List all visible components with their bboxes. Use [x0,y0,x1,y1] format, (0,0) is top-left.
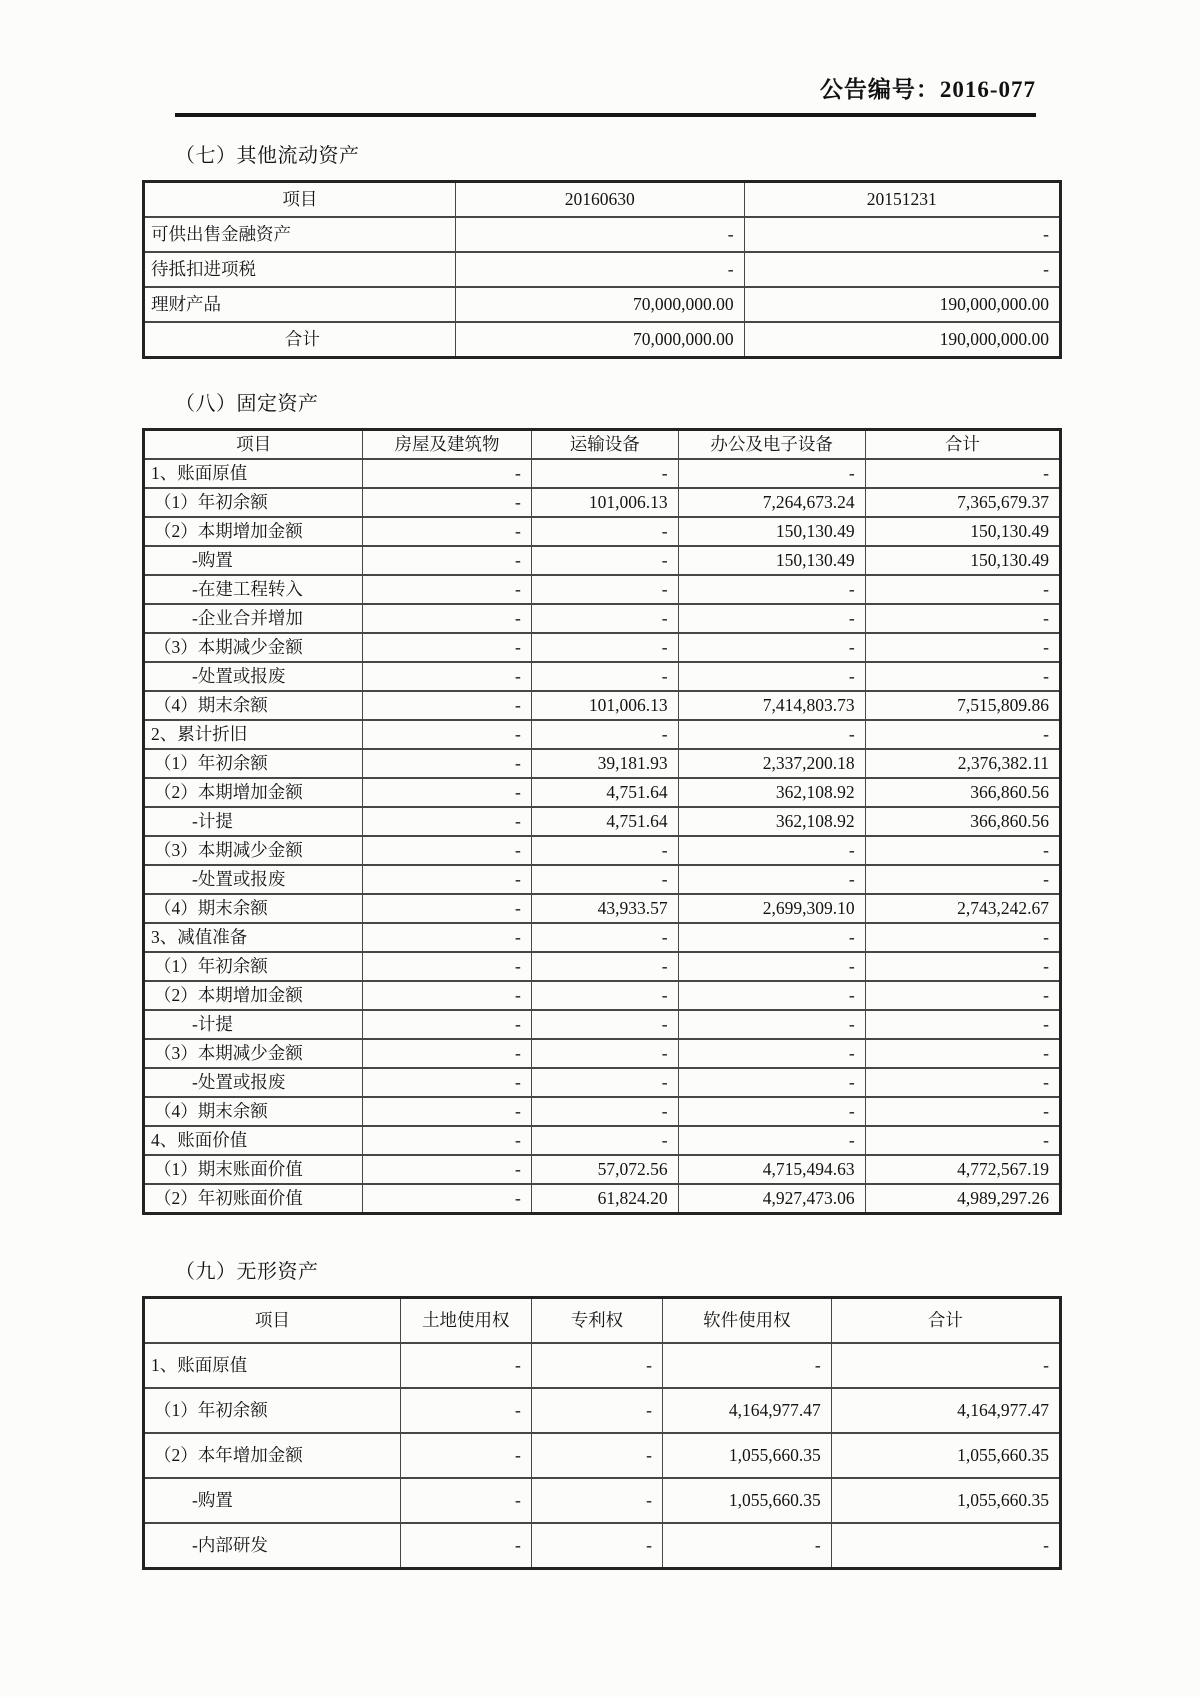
table-row [144,1343,1061,1388]
value-cell: 2,743,242.67 [865,894,1060,923]
table-row [144,981,1061,1010]
value-cell: 2,699,309.10 [678,894,865,923]
value-cell: 1,055,660.35 [831,1478,1060,1523]
value-cell: 1,055,660.35 [663,1478,832,1523]
value-cell: 362,108.92 [678,778,865,807]
value-cell: - [865,923,1060,952]
row-label-cell: -企业合并增加 [144,604,363,633]
value-cell: 7,414,803.73 [678,691,865,720]
value-cell: - [531,720,678,749]
row-label-cell: （1）年初余额 [144,1388,401,1433]
value-cell: 4,751.64 [531,778,678,807]
table-row [144,1184,1061,1214]
value-cell: - [363,1010,532,1039]
value-cell: - [531,1068,678,1097]
table-row [144,662,1061,691]
value-cell: 190,000,000.00 [744,287,1060,322]
table-header-cell: 办公及电子设备 [678,430,865,460]
table-row [144,923,1061,952]
row-label-cell: （4）期末余额 [144,691,363,720]
table-header-cell: 合计 [865,430,1060,460]
table-header-cell: 20151231 [744,182,1060,218]
section-intangible-assets [142,1259,1062,1570]
section-other-current-assets [142,143,1062,359]
value-cell: 4,751.64 [531,807,678,836]
value-cell: - [865,633,1060,662]
table-row [144,287,1061,322]
value-cell: 150,130.49 [865,546,1060,575]
value-cell: - [831,1523,1060,1569]
value-cell: 101,006.13 [531,488,678,517]
value-cell: - [400,1523,531,1569]
value-cell: 39,181.93 [531,749,678,778]
value-cell: - [363,836,532,865]
value-cell: 57,072.56 [531,1155,678,1184]
doc-header [175,0,1036,117]
row-label-cell: （2）本期增加金额 [144,778,363,807]
value-cell: - [531,1523,662,1569]
value-cell: 4,989,297.26 [865,1184,1060,1214]
value-cell: - [831,1343,1060,1388]
value-cell: - [363,604,532,633]
row-label-cell: （3）本期减少金额 [144,633,363,662]
value-cell: - [865,1126,1060,1155]
value-cell: - [531,836,678,865]
value-cell: - [678,575,865,604]
value-cell: - [531,1388,662,1433]
value-cell: - [865,459,1060,488]
value-cell: - [363,894,532,923]
row-label-cell: （1）年初余额 [144,488,363,517]
table-row [144,217,1061,252]
value-cell: - [531,662,678,691]
announcement-number: 公告编号：2016-077 [819,77,1036,102]
row-label-cell: -处置或报废 [144,1068,363,1097]
table-row [144,1388,1061,1433]
value-cell: 43,933.57 [531,894,678,923]
value-cell: - [363,1126,532,1155]
row-label-cell: -内部研发 [144,1523,401,1569]
value-cell: 362,108.92 [678,807,865,836]
value-cell: - [363,981,532,1010]
value-cell: 7,264,673.24 [678,488,865,517]
row-label-cell: 1、账面原值 [144,1343,401,1388]
value-cell: 1,055,660.35 [663,1433,832,1478]
value-cell: 4,715,494.63 [678,1155,865,1184]
value-cell: - [531,517,678,546]
table-header-cell: 土地使用权 [400,1298,531,1344]
table-row [144,1523,1061,1569]
value-cell: - [363,517,532,546]
value-cell: - [363,1068,532,1097]
value-cell: - [663,1523,832,1569]
value-cell: - [865,981,1060,1010]
value-cell: - [363,1039,532,1068]
table-row [144,1039,1061,1068]
table-header-row [144,182,1061,218]
row-label-cell: （2）本期增加金额 [144,981,363,1010]
value-cell: - [678,662,865,691]
row-label-cell: （4）期末余额 [144,1097,363,1126]
value-cell: 7,365,679.37 [865,488,1060,517]
table-header-cell: 运输设备 [531,430,678,460]
table-row [144,749,1061,778]
value-cell: 4,164,977.47 [663,1388,832,1433]
table-row [144,1433,1061,1478]
value-cell: - [363,1155,532,1184]
value-cell: - [678,981,865,1010]
row-label-cell: -计提 [144,807,363,836]
row-label-cell: （2）本期增加金额 [144,517,363,546]
value-cell: - [531,1097,678,1126]
row-label-cell: （1）期末账面价值 [144,1155,363,1184]
value-cell: 70,000,000.00 [455,287,744,322]
value-cell: - [531,459,678,488]
value-cell: - [865,662,1060,691]
value-cell: - [531,546,678,575]
table-row [144,778,1061,807]
value-cell: - [400,1478,531,1523]
value-cell: - [678,1039,865,1068]
value-cell: - [531,1126,678,1155]
row-label-cell: -在建工程转入 [144,575,363,604]
value-cell: 2,337,200.18 [678,749,865,778]
value-cell: 101,006.13 [531,691,678,720]
row-label-cell: （2）本年增加金额 [144,1433,401,1478]
value-cell: - [455,252,744,287]
value-cell: - [678,459,865,488]
table-row [144,865,1061,894]
value-cell: - [865,575,1060,604]
value-cell: - [865,604,1060,633]
value-cell: - [865,1010,1060,1039]
row-label-cell: （2）年初账面价值 [144,1184,363,1214]
row-label-cell: 3、减值准备 [144,923,363,952]
value-cell: - [400,1388,531,1433]
row-label-cell: （1）年初余额 [144,952,363,981]
value-cell: - [531,1433,662,1478]
table-row [144,1478,1061,1523]
value-cell: 366,860.56 [865,807,1060,836]
value-cell: 150,130.49 [678,517,865,546]
table-row [144,575,1061,604]
table-row [144,1097,1061,1126]
table-row [144,807,1061,836]
row-label-cell: 2、累计折旧 [144,720,363,749]
table-row [144,894,1061,923]
value-cell: 61,824.20 [531,1184,678,1214]
row-label-cell: -处置或报废 [144,865,363,894]
intangible-assets-table [142,1296,1062,1570]
value-cell: - [531,952,678,981]
value-cell: - [678,1126,865,1155]
value-cell: - [678,1097,865,1126]
row-label-cell: 1、账面原值 [144,459,363,488]
table-row [144,1010,1061,1039]
value-cell: - [531,1010,678,1039]
value-cell: 150,130.49 [865,517,1060,546]
table-row [144,1126,1061,1155]
value-cell: 2,376,382.11 [865,749,1060,778]
value-cell: - [363,633,532,662]
table-header-cell: 合计 [831,1298,1060,1344]
value-cell: - [363,952,532,981]
value-cell: - [363,865,532,894]
value-cell: - [678,604,865,633]
section-title: （七）其他流动资产 [175,145,360,167]
value-cell: - [678,923,865,952]
value-cell: - [678,952,865,981]
table-header-row [144,430,1061,460]
value-cell: - [363,1184,532,1214]
table-header-cell: 20160630 [455,182,744,218]
table-row [144,488,1061,517]
table-row [144,546,1061,575]
table-header-cell: 房屋及建筑物 [363,430,532,460]
value-cell: - [363,691,532,720]
value-cell: 190,000,000.00 [744,322,1060,358]
row-label-cell: 理财产品 [144,287,456,322]
row-label-cell: （1）年初余额 [144,749,363,778]
value-cell: - [531,1478,662,1523]
table-row [144,252,1061,287]
table-row [144,720,1061,749]
value-cell: 70,000,000.00 [455,322,744,358]
table-header-cell: 项目 [144,1298,401,1344]
value-cell: - [363,923,532,952]
value-cell: - [363,720,532,749]
value-cell: - [678,1010,865,1039]
row-label-cell: 合计 [144,322,456,358]
value-cell: - [531,1343,662,1388]
value-cell: - [663,1343,832,1388]
table-row [144,1155,1061,1184]
value-cell: - [531,923,678,952]
value-cell: - [678,865,865,894]
value-cell: - [678,633,865,662]
table-row [144,517,1061,546]
value-cell: - [531,865,678,894]
row-label-cell: -购置 [144,1478,401,1523]
header-rule [175,113,1036,117]
row-label-cell: （3）本期减少金额 [144,836,363,865]
value-cell: - [400,1433,531,1478]
value-cell: - [678,836,865,865]
value-cell: 4,927,473.06 [678,1184,865,1214]
row-label-cell: -处置或报废 [144,662,363,691]
row-label-cell: 4、账面价值 [144,1126,363,1155]
row-label-cell: -计提 [144,1010,363,1039]
table-header-cell: 项目 [144,430,363,460]
value-cell: - [455,217,744,252]
table-row [144,952,1061,981]
table-row [144,1068,1061,1097]
value-cell: - [865,1068,1060,1097]
value-cell: 366,860.56 [865,778,1060,807]
value-cell: - [865,1039,1060,1068]
value-cell: - [400,1343,531,1388]
value-cell: - [865,865,1060,894]
value-cell: - [363,459,532,488]
value-cell: - [744,217,1060,252]
value-cell: - [531,604,678,633]
value-cell: - [363,575,532,604]
value-cell: - [531,575,678,604]
value-cell: - [531,633,678,662]
table-row [144,691,1061,720]
table-row [144,604,1061,633]
value-cell: - [363,546,532,575]
table-row [144,633,1061,662]
value-cell: - [678,1068,865,1097]
row-label-cell: （4）期末余额 [144,894,363,923]
fixed-assets-table [142,428,1062,1215]
value-cell: - [363,749,532,778]
page-content [142,0,1062,1570]
value-cell: - [865,720,1060,749]
table-header-cell: 专利权 [531,1298,662,1344]
row-label-cell: （3）本期减少金额 [144,1039,363,1068]
row-label-cell: 待抵扣进项税 [144,252,456,287]
value-cell: 4,772,567.19 [865,1155,1060,1184]
value-cell: - [363,778,532,807]
section-title: （八）固定资产 [175,393,319,415]
value-cell: - [363,488,532,517]
value-cell: 150,130.49 [678,546,865,575]
value-cell: - [865,952,1060,981]
value-cell: - [363,807,532,836]
table-row [144,459,1061,488]
table-row [144,322,1061,358]
value-cell: - [363,662,532,691]
table-header-row [144,1298,1061,1344]
table-row [144,836,1061,865]
value-cell: 1,055,660.35 [831,1433,1060,1478]
section-title: （九）无形资产 [175,1261,319,1283]
value-cell: - [865,1097,1060,1126]
other-current-assets-table [142,180,1062,359]
value-cell: - [865,836,1060,865]
value-cell: - [744,252,1060,287]
value-cell: - [531,981,678,1010]
table-header-cell: 项目 [144,182,456,218]
table-header-cell: 软件使用权 [663,1298,832,1344]
value-cell: - [678,720,865,749]
row-label-cell: -购置 [144,546,363,575]
row-label-cell: 可供出售金融资产 [144,217,456,252]
section-fixed-assets [142,391,1062,1215]
value-cell: 7,515,809.86 [865,691,1060,720]
value-cell: - [363,1097,532,1126]
value-cell: 4,164,977.47 [831,1388,1060,1433]
value-cell: - [531,1039,678,1068]
